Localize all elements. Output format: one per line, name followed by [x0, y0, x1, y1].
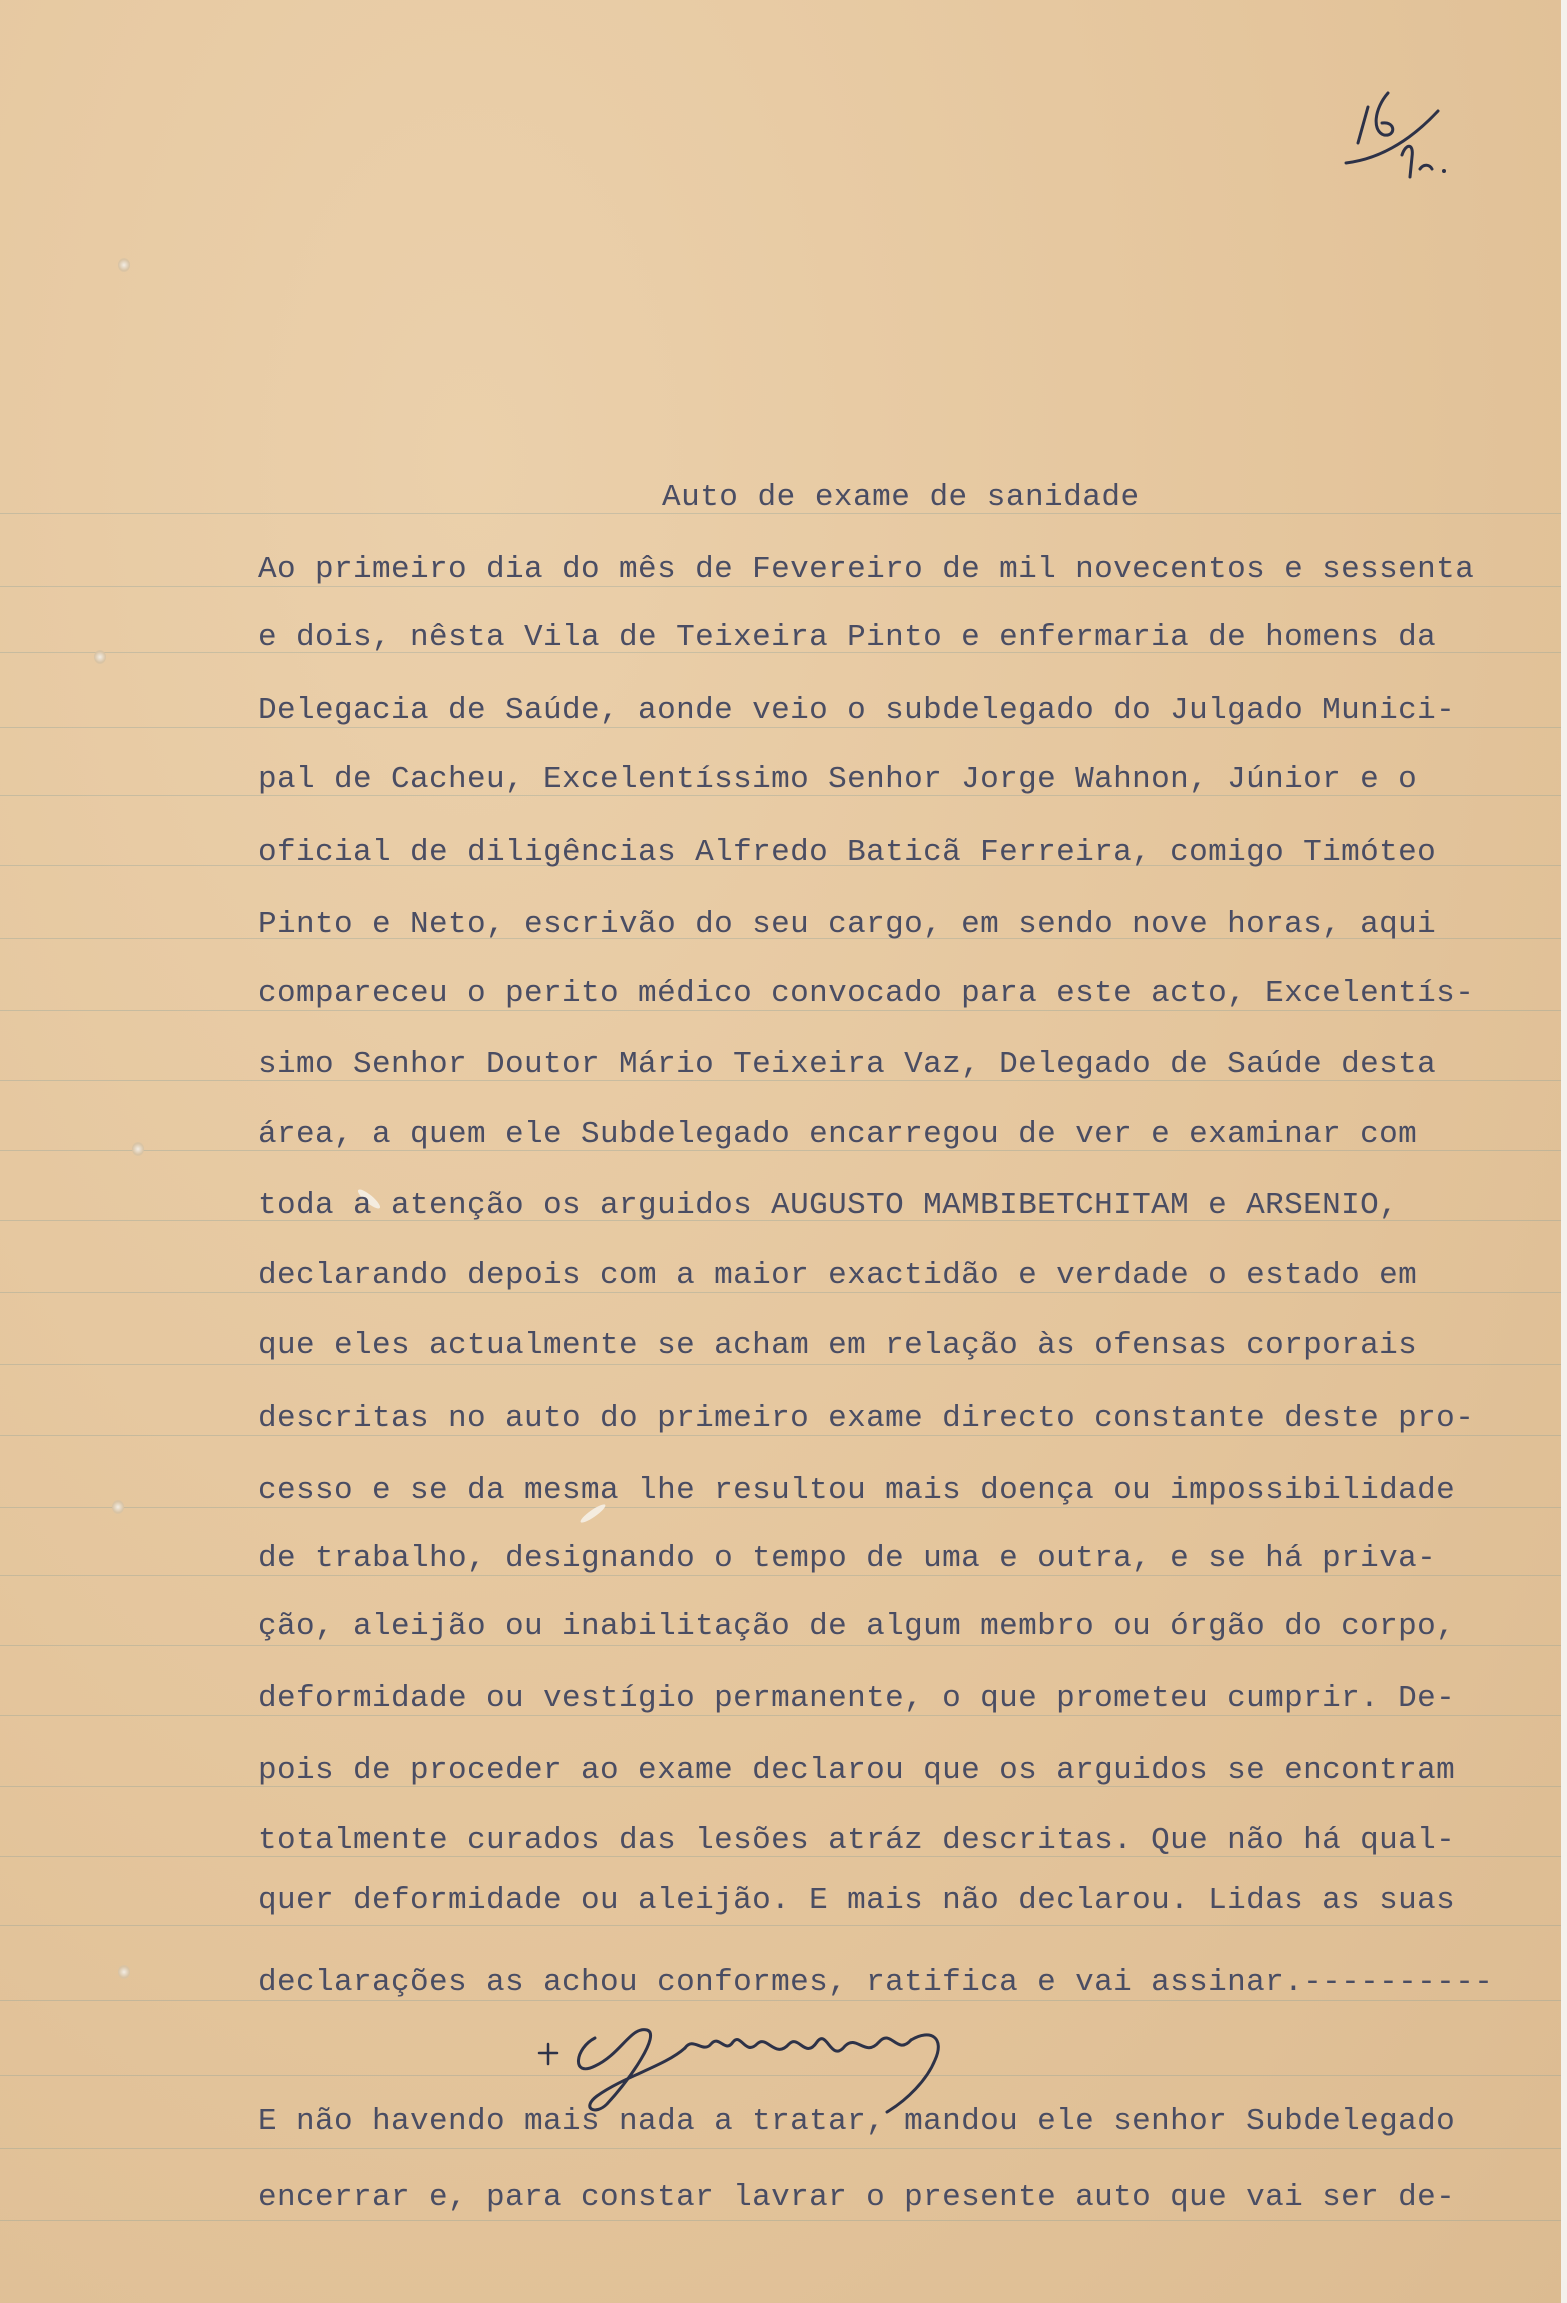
punch-hole	[94, 650, 106, 664]
body-line: de trabalho, designando o tempo de uma e outra, e se há priva-	[258, 1541, 1437, 1576]
ruled-line	[0, 1645, 1561, 1646]
ruled-line	[0, 2220, 1561, 2221]
body-line: e dois, nêsta Vila de Teixeira Pinto e enfermaria de homens da	[258, 620, 1437, 655]
paper-edge	[1561, 0, 1567, 2303]
closing-line: E não havendo mais nada a tratar, mandou ele senhor Subdelegado	[258, 2104, 1456, 2139]
body-line: pal de Cacheu, Excelentíssimo Senhor Jorge Wahnon, Júnior e o	[258, 762, 1418, 797]
punch-hole	[118, 258, 130, 272]
folio-label	[1340, 85, 1355, 92]
body-line: compareceu o perito médico convocado para este acto, Excelentís-	[258, 976, 1475, 1011]
body-line: simo Senhor Doutor Mário Teixeira Vaz, Delegado de Saúde desta	[258, 1047, 1437, 1082]
folio-handwriting-icon	[1340, 85, 1450, 195]
ruled-line	[0, 1925, 1561, 1926]
body-line: pois de proceder ao exame declarou que os arguidos se encontram	[258, 1753, 1456, 1788]
body-line: toda a atenção os arguidos AUGUSTO MAMBIBETCHITAM e ARSENIO,	[258, 1188, 1399, 1223]
punch-hole	[112, 1500, 124, 1514]
body-line: oficial de diligências Alfredo Baticã Ferreira, comigo Timóteo	[258, 835, 1437, 870]
body-line: que eles actualmente se acham em relação às ofensas corporais	[258, 1328, 1418, 1363]
body-line: totalmente curados das lesões atráz descritas. Que não há qual-	[258, 1823, 1456, 1858]
punch-hole	[132, 1142, 144, 1156]
body-line: declarações as achou conformes, ratifica e vai assinar.----------	[258, 1965, 1494, 2000]
signature-handwriting-icon	[535, 2008, 975, 2118]
closing-line: encerrar e, para constar lavrar o presente auto que vai ser de-	[258, 2180, 1456, 2215]
body-line: cesso e se da mesma lhe resultou mais doença ou impossibilidade	[258, 1473, 1456, 1508]
body-line: área, a quem ele Subdelegado encarregou de ver e examinar com	[258, 1117, 1418, 1152]
body-line: descritas no auto do primeiro exame directo constante deste pro-	[258, 1401, 1475, 1436]
body-line: deformidade ou vestígio permanente, o que prometeu cumprir. De-	[258, 1681, 1456, 1716]
document-title: Auto de exame de sanidade	[662, 480, 1140, 515]
body-line: ção, aleijão ou inabilitação de algum membro ou órgão do corpo,	[258, 1609, 1456, 1644]
ruled-line	[0, 2148, 1561, 2149]
signature	[535, 2008, 975, 2118]
body-line: declarando depois com a maior exactidão e verdade o estado em	[258, 1258, 1418, 1293]
ruled-line	[0, 2000, 1561, 2001]
body-line: Pinto e Neto, escrivão do seu cargo, em sendo nove horas, aqui	[258, 907, 1437, 942]
body-line: Ao primeiro dia do mês de Fevereiro de mil novecentos e sessenta	[258, 552, 1475, 587]
punch-hole	[118, 1965, 130, 1979]
ruled-line	[0, 1364, 1561, 1365]
body-line: Delegacia de Saúde, aonde veio o subdelegado do Julgado Munici-	[258, 693, 1456, 728]
body-line: quer deformidade ou aleijão. E mais não declarou. Lidas as suas	[258, 1883, 1456, 1918]
folio-mark	[1340, 85, 1450, 195]
